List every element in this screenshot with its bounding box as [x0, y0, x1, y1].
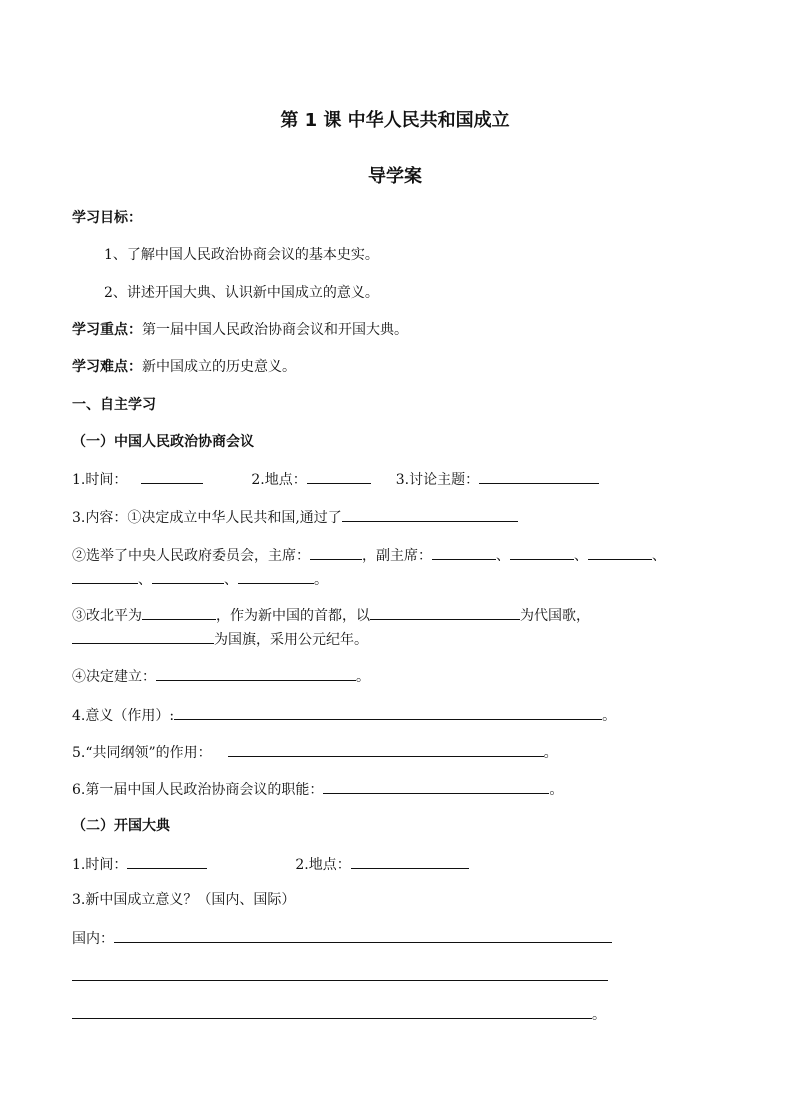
domestic-blank-2[interactable]: [72, 966, 608, 981]
pcc-flag-line: [72, 629, 368, 650]
domestic-label: 国内：: [72, 931, 114, 947]
separator: 、: [652, 548, 666, 564]
capital-text: ，作为新中国的首都，以: [216, 608, 370, 624]
difficulty-line: [72, 357, 296, 377]
difficulty-text: 新中国成立的历史意义。: [142, 359, 296, 375]
capital-label: ③改北平为: [72, 608, 142, 624]
pcc-function-line: [72, 779, 563, 800]
build-blank[interactable]: [156, 666, 356, 681]
vice-chairman-blank-4[interactable]: [72, 569, 138, 584]
pcc-function-label: 6.第一届中国人民政治协商会议的职能：: [72, 782, 324, 798]
domestic-line-3: [72, 1004, 606, 1025]
significance-question: 3.新中国成立意义？（国内、国际）: [72, 892, 296, 908]
key-point-line: [72, 320, 408, 340]
vice-chairman-blank-6[interactable]: [238, 569, 314, 584]
separator: 、: [224, 572, 238, 588]
separator: 、: [138, 572, 152, 588]
anthem-blank[interactable]: [370, 605, 520, 620]
vice-chairman-blank-3[interactable]: [588, 545, 652, 560]
page-title: 第 1 课 中华人民共和国成立: [280, 110, 510, 131]
separator: 、: [574, 548, 588, 564]
ceremony-place-label: 2.地点：: [295, 857, 351, 873]
objective-item-1: 1、了解中国人民政治协商会议的基本史实。: [104, 247, 379, 263]
pcc-build-line: [72, 666, 370, 687]
pcc-function-blank[interactable]: [323, 779, 549, 794]
page-subtitle: 导学案: [368, 166, 422, 187]
flag-text: 为国旗，采用公元纪年。: [214, 632, 368, 648]
common-program-label: 5.“共同纲领”的作用：: [72, 745, 212, 761]
flag-blank[interactable]: [72, 629, 214, 644]
build-label: ④决定建立：: [72, 669, 156, 685]
ceremony-basics-line: [72, 854, 469, 875]
key-point-text: 第一届中国人民政治协商会议和开国大典。: [142, 322, 408, 338]
separator: 、: [496, 548, 510, 564]
period: 。: [314, 572, 328, 588]
pcc-elect-line: [72, 545, 666, 566]
pcc-elect-cont-line: [72, 569, 328, 590]
domestic-blank-3[interactable]: [72, 1004, 592, 1019]
vice-chairman-blank-5[interactable]: [152, 569, 224, 584]
period: 。: [356, 669, 370, 685]
objectives-heading: 学习目标：: [72, 210, 142, 226]
ceremony-place-blank[interactable]: [351, 854, 469, 869]
meaning-label: 4.意义（作用）:: [72, 708, 175, 724]
ceremony-time-label: 1.时间：: [72, 857, 128, 873]
capital-blank[interactable]: [142, 605, 216, 620]
pcc-time-label: 1.时间：: [72, 472, 128, 488]
period: 。: [549, 782, 564, 798]
pcc-meaning-line: [72, 705, 616, 726]
chairman-blank[interactable]: [310, 545, 362, 560]
pcc-topic-blank[interactable]: [479, 469, 599, 484]
part1-heading: （一）中国人民政治协商会议: [72, 434, 254, 450]
domestic-line-2: [72, 966, 608, 987]
difficulty-label: 学习难点：: [72, 359, 142, 375]
vice-chairman-blank-2[interactable]: [510, 545, 574, 560]
period: 。: [543, 745, 558, 761]
pcc-basics-line: [72, 469, 599, 490]
period: 。: [592, 1007, 606, 1023]
pcc-document-blank[interactable]: [342, 507, 518, 522]
vice-chairman-label: ，副主席：: [362, 548, 432, 564]
pcc-place-blank[interactable]: [307, 469, 371, 484]
pcc-content-line: [72, 507, 518, 528]
common-program-line: [72, 742, 558, 763]
common-program-blank[interactable]: [228, 742, 544, 757]
key-point-label: 学习重点：: [72, 322, 142, 338]
anthem-text: 为代国歌，: [520, 608, 590, 624]
domestic-blank-1[interactable]: [114, 928, 612, 943]
section1-heading: 一、自主学习: [72, 397, 156, 413]
part2-heading: （二）开国大典: [72, 818, 170, 834]
objective-item-2: 2、讲述开国大典、认识新中国成立的意义。: [104, 285, 379, 301]
pcc-content-label: 3.内容：①决定成立中华人民共和国,通过了: [72, 510, 342, 526]
vice-chairman-blank-1[interactable]: [432, 545, 496, 560]
pcc-place-label: 2.地点：: [251, 472, 307, 488]
period: 。: [602, 708, 617, 724]
domestic-line: [72, 928, 612, 949]
meaning-blank[interactable]: [174, 705, 602, 720]
pcc-topic-label: 3.讨论主题：: [395, 472, 480, 488]
pcc-elect-label: ②选举了中央人民政府委员会，主席：: [72, 548, 310, 564]
pcc-time-blank[interactable]: [141, 469, 203, 484]
pcc-capital-line: [72, 605, 590, 626]
ceremony-time-blank[interactable]: [127, 854, 207, 869]
